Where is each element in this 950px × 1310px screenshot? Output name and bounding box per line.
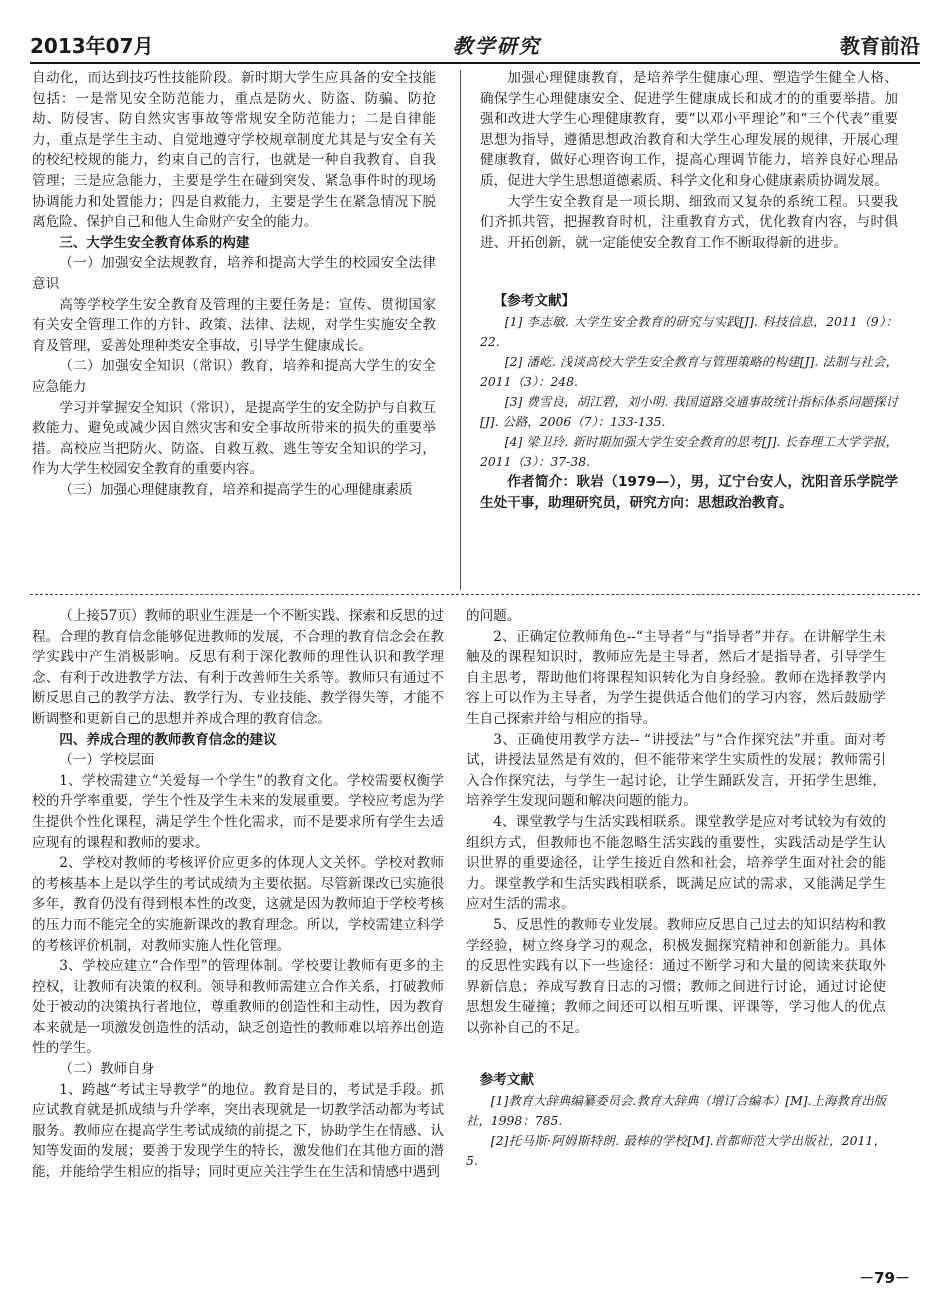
issue-date: 2013年07月	[30, 34, 154, 58]
paragraph: 1、跨越“考试主导教学”的地位。教育是目的，考试是手段。抓应试教育就是抓成绩与升学率，突出表现就是一切教学活动都为考试服务。教师应在提高学生考试成绩的前提之下，协助学生在情感、认知等发面的发展；要善于发现学生的特长，激发他们在其他方面的潜能，并能给学生相应的指导；同时更应关注学生在生活和情感中遇到	[32, 1081, 444, 1181]
reference-item: [3] 费雪良，胡江碧，刘小明. 我国道路交通事故统计指标体系问题探讨[J]. 公路，2006（7）：133-135.	[480, 393, 898, 429]
article-top-left-column	[32, 68, 436, 500]
paragraph: 1、学校需建立“关爱每一个学生”的教育文化。学校需要权衡学校的升学率重要，学生个性及学生未来的发展重要。学校应考虑为学生提供个性化课程，满足学生个性化需求，而不是要求所有学生去适应现有的课程和教师的要求。	[32, 772, 444, 851]
paragraph: 3、学校应建立“合作型”的管理体制。学校要让教师有更多的主控权，让教师有决策的权利。领导和教师需建立合作关系，打破教师处于被动的决策执行者地位，尊重教师的创造性和主动性，因为教育本来就是一项激发创造性的活动，缺乏创造性的教师难以培养出创造性的学生。	[32, 958, 444, 1057]
article-bottom-right-column	[466, 606, 886, 1171]
paragraph: 加强心理健康教育，是培养学生健康心理、塑造学生健全人格、确保学生心理健康安全、促进学生健康成长和成才的的重要举措。加强和改进大学生心理健康教育，要“以邓小平理论”和“三个代表”重要思想为指导，遵循思想政治教育和大学生心理发展的规律，开展心理健康教育，做好心理咨询工作，提高心理调节能力，培养良好心理品质，促进大学生思想道德素质、科学文化和身心健康素质协调发展。	[480, 70, 898, 189]
subsection-heading: （一）加强安全法规教育，培养和提高大学生的校园安全法律意识	[32, 255, 436, 292]
article-bottom-left-column	[32, 606, 444, 1183]
paragraph: 2、学校对教师的考核评价应更多的体现人文关怀。学校对教师的考核基本上是以学生的考试成绩为主要依据。尽管新课改已实施很多年，教育仍没有得到根本性的改变，这就是因为教师迫于学校考核的压力而不能完全的实施新课改的教育理念。所以，学校需建立科学的考核评价机制，对教师实施人性化管理。	[32, 855, 444, 954]
page-number: －79－	[859, 1269, 910, 1287]
references-heading: 【参考文献】	[493, 293, 576, 310]
paragraph: 高等学校学生安全教育及管理的主要任务是：宣传、贯彻国家有关安全管理工作的方针、政策、法律、法规，对学生实施安全教育及管理，妥善处理种类安全事故，引导学生健康成长。	[32, 296, 436, 354]
paragraph: 3、正确使用教学方法-- “讲授法”与“合作探究法”并重。面对考试，讲授法显然是有效的，但不能带来学生实质性的发展；教师需引入合作探究法，与学生一起讨论，让学生踊跃发言，开拓学生思维，培养学生发现问题和解决问题的能力。	[466, 731, 886, 810]
reference-item: [2] 潘屹. 浅谈高校大学生安全教育与管理策略的构建[J]. 法制与社会，2011（3）：248.	[480, 353, 898, 389]
section-heading: 四、养成合理的教师教育信念的建议	[59, 731, 277, 748]
section-heading: 三、大学生安全教育体系的构建	[59, 234, 250, 251]
paragraph: 2、正确定位教师角色--“主导者”与“指导者”并存。在讲解学生未触及的课程知识时，教师应先是主导者，然后才是指导者，引导学生自主思考，帮助他们将课程知识转化为自身经验。教师在选择教学内容上可以作为主导者，为学生提供适合他们的学习内容，然后鼓励学生自己探索并给与相应的指导。	[466, 628, 886, 727]
subsection-heading: （二）教师自身	[59, 1061, 155, 1078]
reference-item: [4] 梁卫玲. 新时期加强大学生安全教育的思考[J]. 长春理工大学学报，2011（3）：37-38.	[480, 433, 898, 469]
page-header	[30, 28, 920, 64]
reference-item: [2]托马斯·阿姆斯特朗. 最棒的学校[M].首都师范大学出版社，2011，5.	[466, 1133, 886, 1169]
column-title: 教育前沿	[840, 34, 920, 58]
references-heading: 参考文献	[479, 1072, 534, 1089]
journal-title: 教学研究	[452, 34, 541, 58]
section-divider	[30, 594, 920, 595]
reference-item: [1]教育大辞典编纂委员会.教育大辞典（增订合编本）[M].上海教育出版社，1998：785.	[466, 1093, 886, 1129]
subsection-heading: （一）学校层面	[59, 752, 155, 769]
paragraph: 5、反思性的教师专业发展。教师应反思自己过去的知识结构和教学经验，树立终身学习的观念，积极发掘探究精神和创新能力。具体的反思性实践有以下一些途径：通过不断学习和大量的阅读来获取外界新信息；养成写教育日志的习惯；教师之间进行讨论，通过讨论使思想发生碰撞；教师之间还可以相互听课、评课等，学习他人的优点以弥补自己的不足。	[466, 916, 886, 1036]
article-top-right-column	[480, 68, 898, 513]
paragraph: 的问题。	[466, 608, 521, 624]
reference-item: [1] 李志敏. 大学生安全教育的研究与实践[J]. 科技信息，2011（9）：22.	[480, 313, 898, 349]
subsection-heading: （二）加强安全知识（常识）教育，培养和提高大学生的安全应急能力	[32, 358, 436, 395]
column-rule-top	[460, 70, 461, 590]
author-bio: 作者简介：耿岩（1979—），男，辽宁台安人，沈阳音乐学院学生处干事，助理研究员，研究方向：思想政治教育。	[480, 473, 898, 511]
paragraph: 学习并掌握安全知识（常识），是提高学生的安全防护与自救互救能力、避免或减少因自然灾害和安全事故所带来的损失的重要举措。高校应当把防火、防盗、自救互救、逃生等安全知识的学习，作为大学生校园安全教育的重要内容。	[32, 399, 436, 478]
paragraph: 4、课堂教学与生活实践相联系。课堂教学是应对考试较为有效的组织方式，但教师也不能忽略生活实践的重要性，实践活动是学生认识世界的重要途径，让学生接近自然和社会，培养学生面对社会的能力。课堂教学和生活实践相联系，既满足应试的需求，又能满足学生应对生活的需求。	[466, 813, 886, 913]
subsection-heading: （三）加强心理健康教育，培养和提高学生的心理健康素质	[59, 481, 413, 498]
paragraph: 大学生安全教育是一项长期、细致而又复杂的系统工程。只要我们齐抓共管，把握教育时机，注重教育方式，优化教育内容，与时俱进、开拓创新，就一定能使安全教育工作不断取得新的进步。	[480, 193, 898, 251]
paragraph: （上接57页）教师的职业生涯是一个不断实践、探索和反思的过程。合理的教育信念能够促进教师的发展，不合理的教育信念会在教学实践中产生消极影响。反思有利于深化教师的理性认识和教学理念、有利于改进教学方法、有利于改善师生关系等。教师只有通过不断反思自己的教学方法、教学行为、专业技能、教学得失等，才能不断调整和更新自己的思想并养成合理的教育信念。	[32, 608, 444, 727]
paragraph: 自动化，而达到技巧性技能阶段。新时期大学生应具备的安全技能包括：一是常见安全防范能力，重点是防火、防盗、防骗、防抢劫、防侵害、防自然灾害事故等常规安全防范能力；二是自律能力，重点是学生主动、自觉地遵守学校规章制度尤其是与安全有关的校纪校规的能力，约束自己的言行，也就是一种自我教育、自我管理；三是应急能力，主要是学生在碰到突发、紧急事件时的现场协调能力和处置能力；四是自救能力，主要是学生在紧急情况下脱离危险、保护自己和他人生命财产安全的能力。	[32, 70, 436, 231]
